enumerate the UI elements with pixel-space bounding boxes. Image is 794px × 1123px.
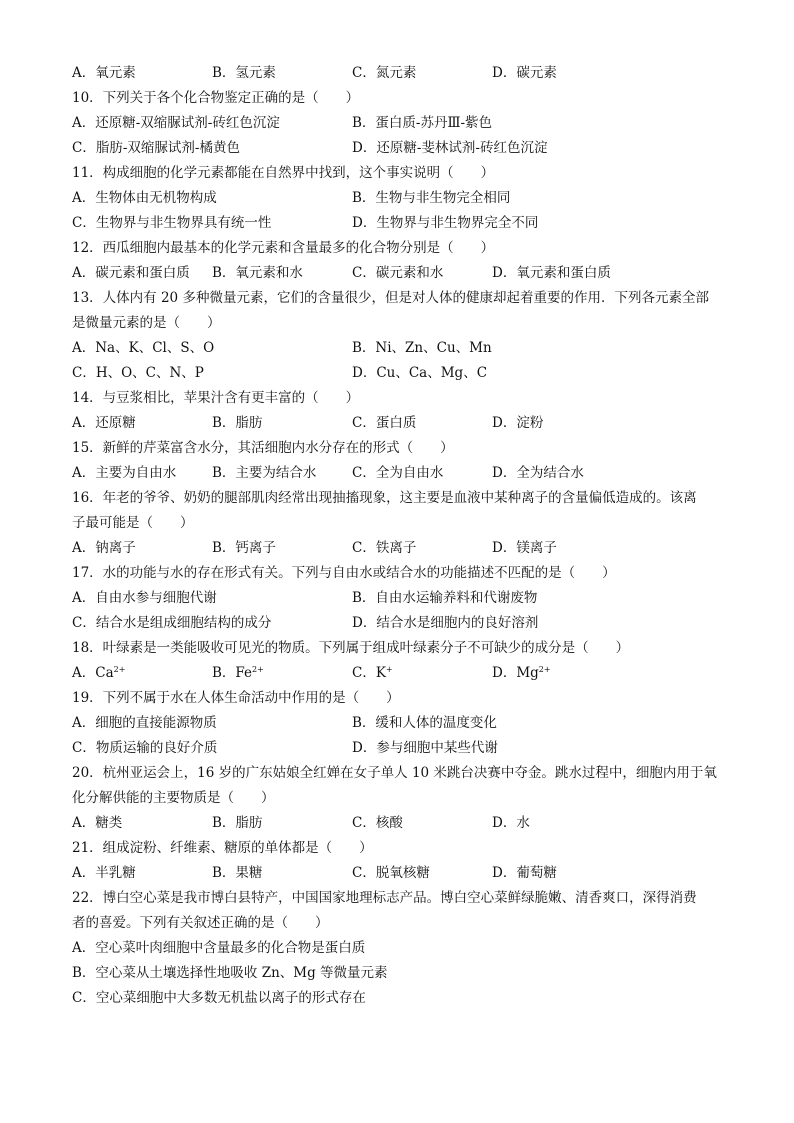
q22-option-a[interactable]: A．空心菜叶肉细胞中含量最多的化合物是蛋白质 [72, 940, 366, 956]
q9-option-a[interactable]: A．氧元素 [72, 65, 136, 81]
q21-stem: 21．组成淀粉、纤维素、糖原的单体都是（ ） [72, 840, 373, 856]
q22-option-c[interactable]: C．空心菜细胞中大多数无机盐以离子的形式存在 [72, 990, 366, 1006]
q22-option-b[interactable]: B．空心菜从土壤选择性地吸收 Zn、Mg 等微量元素 [72, 965, 388, 981]
q10-stem: 10．下列关于各个化合物鉴定正确的是（ ） [72, 90, 360, 106]
q15-option-a[interactable]: A．主要为自由水 [72, 465, 177, 481]
q17-option-a[interactable]: A．自由水参与细胞代谢 [72, 590, 217, 606]
q16-option-b[interactable]: B．钙离子 [212, 540, 276, 556]
q12-option-c[interactable]: C．碳元素和水 [352, 265, 444, 281]
q10-option-d[interactable]: D．还原糖-斐林试剂-砖红色沉淀 [352, 140, 548, 156]
q18-option-a-label: A．Ca [72, 665, 114, 681]
q20-option-a[interactable]: A．糖类 [72, 815, 123, 831]
q15-option-d[interactable]: D．全为结合水 [492, 465, 584, 481]
q14-option-d[interactable]: D．淀粉 [492, 415, 544, 431]
q18-option-d-label: D．Mg [492, 665, 539, 681]
q18-option-c-charge: + [385, 665, 393, 674]
q18-option-a[interactable] [72, 661, 125, 686]
q19-stem: 19．下列不属于水在人体生命活动中作用的是（ ） [72, 690, 400, 706]
q19-option-c[interactable]: C．物质运输的良好介质 [72, 740, 218, 756]
q16-option-d[interactable]: D．镁离子 [492, 540, 557, 556]
q19-option-a[interactable]: A．细胞的直接能源物质 [72, 715, 217, 731]
q17-option-b[interactable]: B．自由水运输养料和代谢废物 [352, 590, 538, 606]
q9-option-b[interactable]: B．氢元素 [212, 65, 276, 81]
q10-option-b[interactable]: B．蛋白质-苏丹Ⅲ-紫色 [352, 115, 493, 131]
q18-option-a-charge: 2+ [113, 665, 126, 674]
q12-option-b[interactable]: B．氧元素和水 [212, 265, 303, 281]
q14-stem: 14．与豆浆相比，苹果汁含有更丰富的（ ） [72, 390, 360, 406]
q12-option-a[interactable]: A．碳元素和蛋白质 [72, 265, 190, 281]
q13-option-b[interactable]: B．Ni、Zn、Cu、Mn [352, 340, 492, 356]
q18-stem: 18．叶绿素是一类能吸收可见光的物质。下列属于组成叶绿素分子不可缺少的成分是（ ） [72, 640, 630, 656]
q17-option-c[interactable]: C．结合水是组成细胞结构的成分 [72, 615, 272, 631]
q12-stem: 12．西瓜细胞内最基本的化学元素和含量最多的化合物分别是（ ） [72, 240, 495, 256]
q22-stem-line-2: 者的喜爱。下列有关叙述正确的是（ ） [72, 915, 329, 931]
q17-option-d[interactable]: D．结合水是细胞内的良好溶剂 [352, 615, 539, 631]
q19-option-d[interactable]: D．参与细胞中某些代谢 [352, 740, 498, 756]
q20-option-d[interactable]: D．水 [492, 815, 530, 831]
q11-option-c[interactable]: C．生物界与非生物界具有统一性 [72, 215, 272, 231]
q9-option-c[interactable]: C．氮元素 [352, 65, 417, 81]
q17-stem: 17．水的功能与水的存在形式有关。下列与自由水或结合水的功能描述不匹配的是（ ） [72, 565, 616, 581]
q15-option-b[interactable]: B．主要为结合水 [212, 465, 317, 481]
q21-option-c[interactable]: C．脱氧核糖 [352, 865, 430, 881]
q13-stem-line-1: 13．人体内有 20 多种微量元素，它们的含量很少，但是对人体的健康却起着重要的作用．下列各元素全部 [72, 290, 709, 306]
q18-option-d-charge: 2+ [538, 665, 551, 674]
q20-stem-line-1: 20．杭州亚运会上，16 岁的广东姑娘全红婵在女子单人 10 米跳台决赛中夺金。跳水过程中，细胞内用于氧 [72, 765, 717, 781]
q18-option-b[interactable] [212, 661, 264, 686]
q16-option-c[interactable]: C．铁离子 [352, 540, 417, 556]
q13-option-c[interactable]: C．H、O、C、N、P [72, 365, 204, 381]
q16-stem-line-1: 16．年老的爷爷、奶奶的腿部肌肉经常出现抽搐现象，这主要是血液中某种离子的含量偏低造成的。该离 [72, 490, 697, 506]
q21-option-a[interactable]: A．半乳糖 [72, 865, 136, 881]
q21-option-b[interactable]: B．果糖 [212, 865, 263, 881]
q10-option-c[interactable]: C．脂肪-双缩脲试剂-橘黄色 [72, 140, 240, 156]
q16-stem-line-2: 子最可能是（ ） [72, 515, 194, 531]
q20-option-c[interactable]: C．核酸 [352, 815, 403, 831]
q12-option-d[interactable]: D．氧元素和蛋白质 [492, 265, 611, 281]
q20-option-b[interactable]: B．脂肪 [212, 815, 263, 831]
q11-option-a[interactable]: A．生物体由无机物构成 [72, 190, 217, 206]
q20-stem-line-2: 化分解供能的主要物质是（ ） [72, 790, 275, 806]
q15-option-c[interactable]: C．全为自由水 [352, 465, 444, 481]
q10-option-a[interactable]: A．还原糖-双缩脲试剂-砖红色沉淀 [72, 115, 280, 131]
q18-option-b-label: B．Fe [212, 665, 253, 681]
q15-stem: 15．新鲜的芹菜富含水分，其活细胞内水分存在的形式（ ） [72, 440, 454, 456]
q14-option-b[interactable]: B．脂肪 [212, 415, 263, 431]
q13-stem-line-2: 是微量元素的是（ ） [72, 315, 221, 331]
q18-option-d[interactable] [492, 661, 551, 686]
q11-option-d[interactable]: D．生物界与非生物界完全不同 [352, 215, 539, 231]
q13-option-d[interactable]: D．Cu、Ca、Mg、C [352, 365, 488, 381]
q9-option-d[interactable]: D．碳元素 [492, 65, 557, 81]
q11-stem: 11．构成细胞的化学元素都能在自然界中找到，这个事实说明（ ） [72, 165, 495, 181]
q19-option-b[interactable]: B．缓和人体的温度变化 [352, 715, 497, 731]
q18-option-c-label: C．K [352, 665, 386, 681]
q14-option-c[interactable]: C．蛋白质 [352, 415, 417, 431]
q16-option-a[interactable]: A．钠离子 [72, 540, 136, 556]
q22-stem-line-1: 22．博白空心菜是我市博白县特产，中国国家地理标志产品。博白空心菜鲜绿脆嫩、清香爽口，深得消费 [72, 890, 697, 906]
q14-option-a[interactable]: A．还原糖 [72, 415, 136, 431]
q18-option-b-charge: 2+ [252, 665, 264, 674]
q21-option-d[interactable]: D．葡萄糖 [492, 865, 557, 881]
q13-option-a[interactable]: A．Na、K、Cl、S、O [72, 340, 215, 356]
q18-option-c[interactable] [352, 661, 393, 686]
q11-option-b[interactable]: B．生物与非生物完全相同 [352, 190, 511, 206]
